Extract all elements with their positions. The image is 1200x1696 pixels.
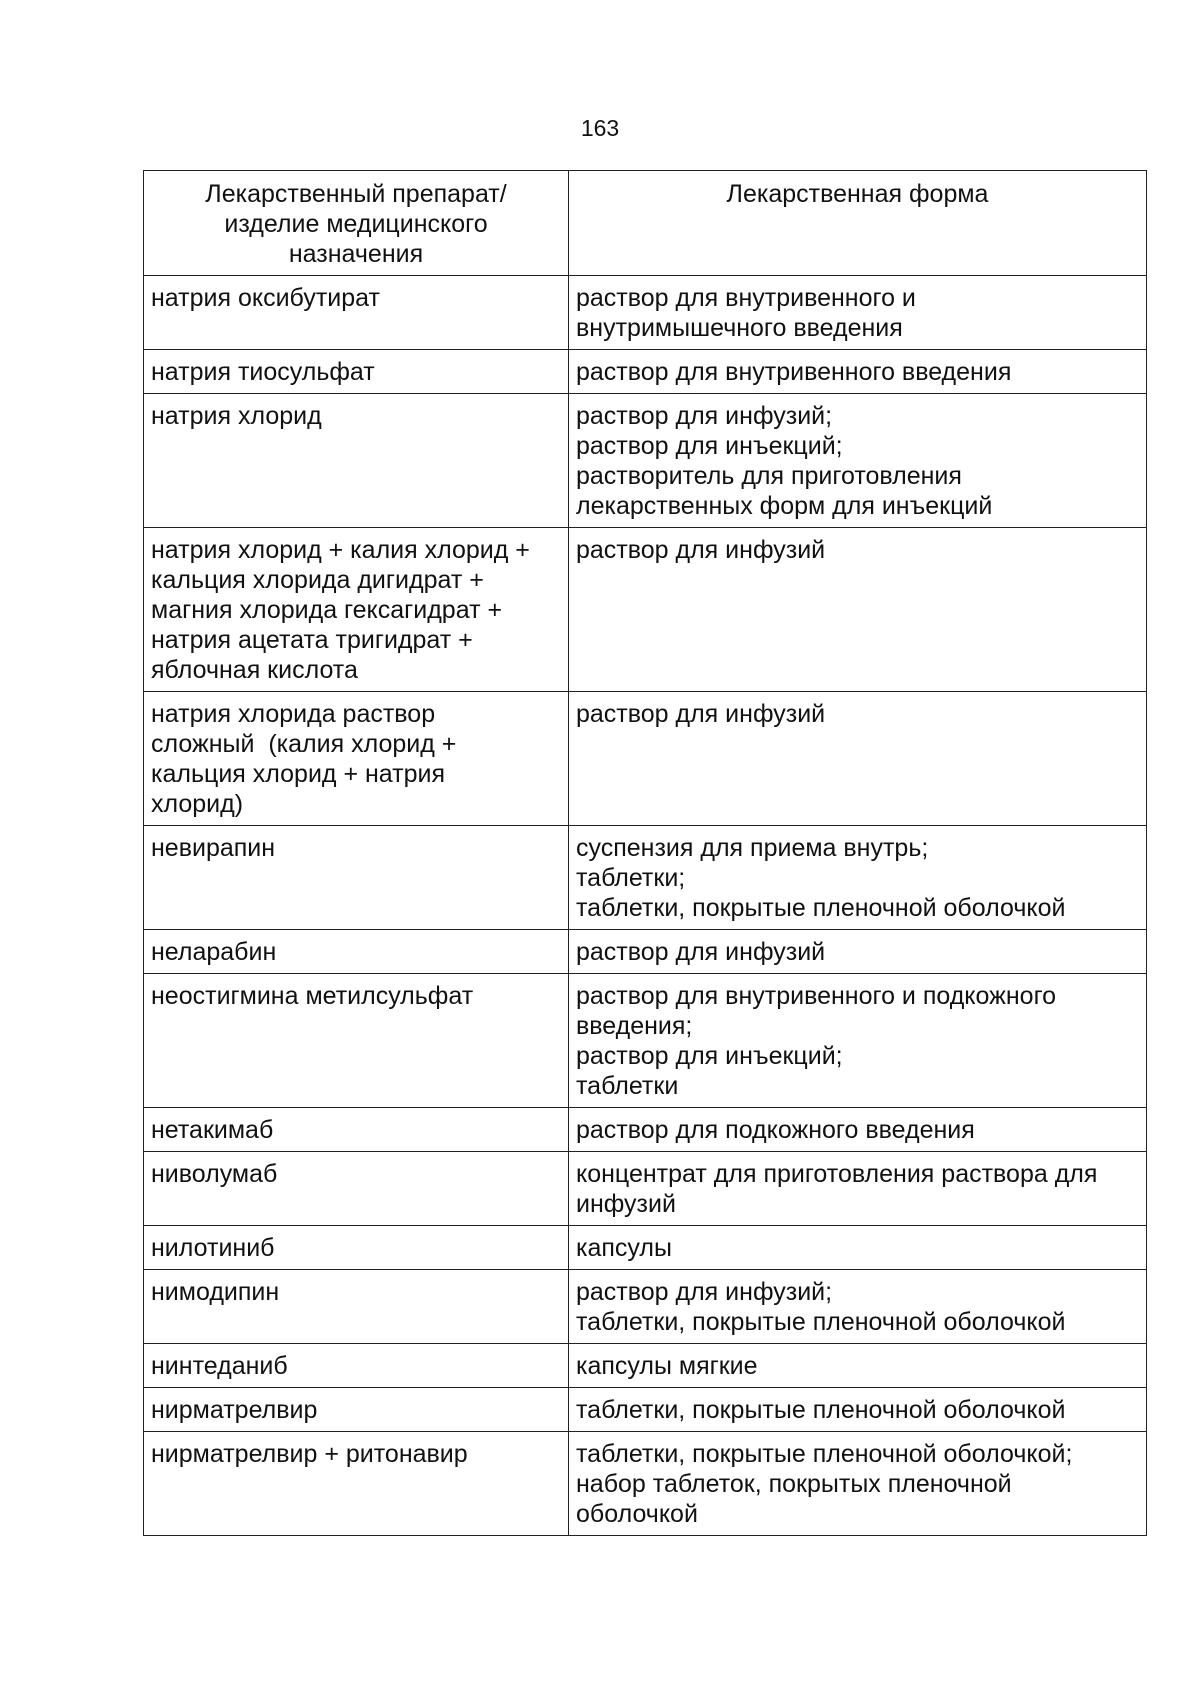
form-line: раствор для внутривенного и подкожного bbox=[576, 982, 1057, 1010]
drug-line: нинтеданиб bbox=[151, 1352, 288, 1380]
drug-line: неларабин bbox=[151, 938, 277, 966]
form-line: раствор для внутривенного и bbox=[576, 284, 916, 312]
form-line: раствор для инфузий; bbox=[576, 402, 833, 430]
form-line: оболочкой bbox=[576, 1500, 698, 1528]
drug-cell bbox=[144, 350, 569, 394]
drug-cell bbox=[144, 276, 569, 350]
table-row bbox=[144, 826, 1147, 930]
form-line: лекарственных форм для инъекций bbox=[576, 492, 993, 520]
table-row bbox=[144, 1388, 1147, 1432]
table-row bbox=[144, 974, 1147, 1108]
drug-line: нирматрелвир + ритонавир bbox=[151, 1440, 468, 1468]
form-cell bbox=[569, 826, 1147, 930]
drug-line: ниволумаб bbox=[151, 1160, 278, 1188]
drug-line: хлорид) bbox=[151, 790, 244, 818]
drug-line: натрия хлорид + калия хлорид + bbox=[151, 536, 530, 564]
form-line: суспензия для приема внутрь; bbox=[576, 834, 929, 862]
form-cell bbox=[569, 974, 1147, 1108]
form-line: капсулы bbox=[576, 1234, 672, 1262]
form-cell bbox=[569, 1344, 1147, 1388]
form-cell bbox=[569, 1432, 1147, 1536]
drug-line: нирматрелвир bbox=[151, 1396, 318, 1424]
form-line: растворитель для приготовления bbox=[576, 462, 962, 490]
form-line: таблетки bbox=[576, 1072, 679, 1100]
header-form-line: Лекарственная форма bbox=[726, 180, 989, 208]
drug-cell bbox=[144, 1344, 569, 1388]
drug-line: натрия тиосульфат bbox=[151, 358, 375, 386]
header-form bbox=[569, 171, 1147, 276]
form-cell bbox=[569, 350, 1147, 394]
drug-cell bbox=[144, 1152, 569, 1226]
form-line: раствор для внутривенного введения bbox=[576, 358, 1012, 386]
table-row bbox=[144, 1152, 1147, 1226]
form-line: концентрат для приготовления раствора для bbox=[576, 1160, 1098, 1188]
drug-cell bbox=[144, 1226, 569, 1270]
form-line: введения; bbox=[576, 1012, 693, 1040]
drug-line: кальция хлорид + натрия bbox=[151, 760, 446, 788]
drug-line: нимодипин bbox=[151, 1278, 280, 1306]
drug-cell bbox=[144, 1108, 569, 1152]
form-line: таблетки, покрытые пленочной оболочкой bbox=[576, 1308, 1066, 1336]
table-header-row bbox=[144, 171, 1147, 276]
drug-cell bbox=[144, 974, 569, 1108]
drug-line: нетакимаб bbox=[151, 1116, 274, 1144]
drug-line: натрия оксибутират bbox=[151, 284, 380, 312]
drug-cell bbox=[144, 1270, 569, 1344]
header-drug-line: назначения bbox=[288, 240, 424, 268]
form-line: набор таблеток, покрытых пленочной bbox=[576, 1470, 1012, 1498]
drug-cell bbox=[144, 1432, 569, 1536]
form-line: раствор для инфузий bbox=[576, 700, 826, 728]
form-line: инфузий bbox=[576, 1190, 676, 1218]
drug-line: кальция хлорида дигидрат + bbox=[151, 566, 484, 594]
drug-cell bbox=[144, 826, 569, 930]
drug-line: яблочная кислота bbox=[151, 656, 358, 684]
drug-line: натрия ацетата тригидрат + bbox=[151, 626, 473, 654]
drug-cell bbox=[144, 930, 569, 974]
drug-cell bbox=[144, 692, 569, 826]
form-cell bbox=[569, 394, 1147, 528]
form-cell bbox=[569, 528, 1147, 692]
table-row bbox=[144, 350, 1147, 394]
form-line: внутримышечного введения bbox=[576, 314, 903, 342]
form-cell bbox=[569, 692, 1147, 826]
table-row bbox=[144, 1344, 1147, 1388]
form-line: таблетки, покрытые пленочной оболочкой; bbox=[576, 1440, 1073, 1468]
drug-table bbox=[143, 170, 1147, 1536]
drug-line: неостигмина метилсульфат bbox=[151, 982, 474, 1010]
form-line: таблетки, покрытые пленочной оболочкой bbox=[576, 1396, 1066, 1424]
table-row bbox=[144, 394, 1147, 528]
table-row bbox=[144, 276, 1147, 350]
drug-cell bbox=[144, 1388, 569, 1432]
table-row bbox=[144, 528, 1147, 692]
form-line: таблетки; bbox=[576, 864, 686, 892]
form-cell bbox=[569, 1270, 1147, 1344]
table-row bbox=[144, 1270, 1147, 1344]
form-cell bbox=[569, 1226, 1147, 1270]
form-line: раствор для инфузий; bbox=[576, 1278, 833, 1306]
table-row bbox=[144, 930, 1147, 974]
drug-line: нилотиниб bbox=[151, 1234, 275, 1262]
drug-line: магния хлорида гексагидрат + bbox=[151, 596, 503, 624]
drug-line: сложный (калия хлорид + bbox=[151, 730, 457, 758]
header-drug bbox=[144, 171, 569, 276]
header-drug-line: Лекарственный препарат/ bbox=[205, 180, 507, 208]
page-number: 163 bbox=[580, 115, 620, 141]
form-line: раствор для инфузий bbox=[576, 938, 826, 966]
form-cell bbox=[569, 930, 1147, 974]
form-line: раствор для инъекций; bbox=[576, 432, 843, 460]
form-cell bbox=[569, 1388, 1147, 1432]
drug-line: натрия хлорида раствор bbox=[151, 700, 436, 728]
form-line: таблетки, покрытые пленочной оболочкой bbox=[576, 894, 1066, 922]
table-row bbox=[144, 1226, 1147, 1270]
drug-line: натрия хлорид bbox=[151, 402, 322, 430]
table-row bbox=[144, 692, 1147, 826]
table-row bbox=[144, 1432, 1147, 1536]
table-row bbox=[144, 1108, 1147, 1152]
form-line: капсулы мягкие bbox=[576, 1352, 758, 1380]
form-cell bbox=[569, 1108, 1147, 1152]
form-line: раствор для инфузий bbox=[576, 536, 826, 564]
form-line: раствор для подкожного введения bbox=[576, 1116, 975, 1144]
form-line: раствор для инъекций; bbox=[576, 1042, 843, 1070]
form-cell bbox=[569, 1152, 1147, 1226]
header-drug-line: изделие медицинского bbox=[224, 210, 488, 238]
form-cell bbox=[569, 276, 1147, 350]
drug-cell bbox=[144, 528, 569, 692]
drug-line: невирапин bbox=[151, 834, 276, 862]
drug-cell bbox=[144, 394, 569, 528]
